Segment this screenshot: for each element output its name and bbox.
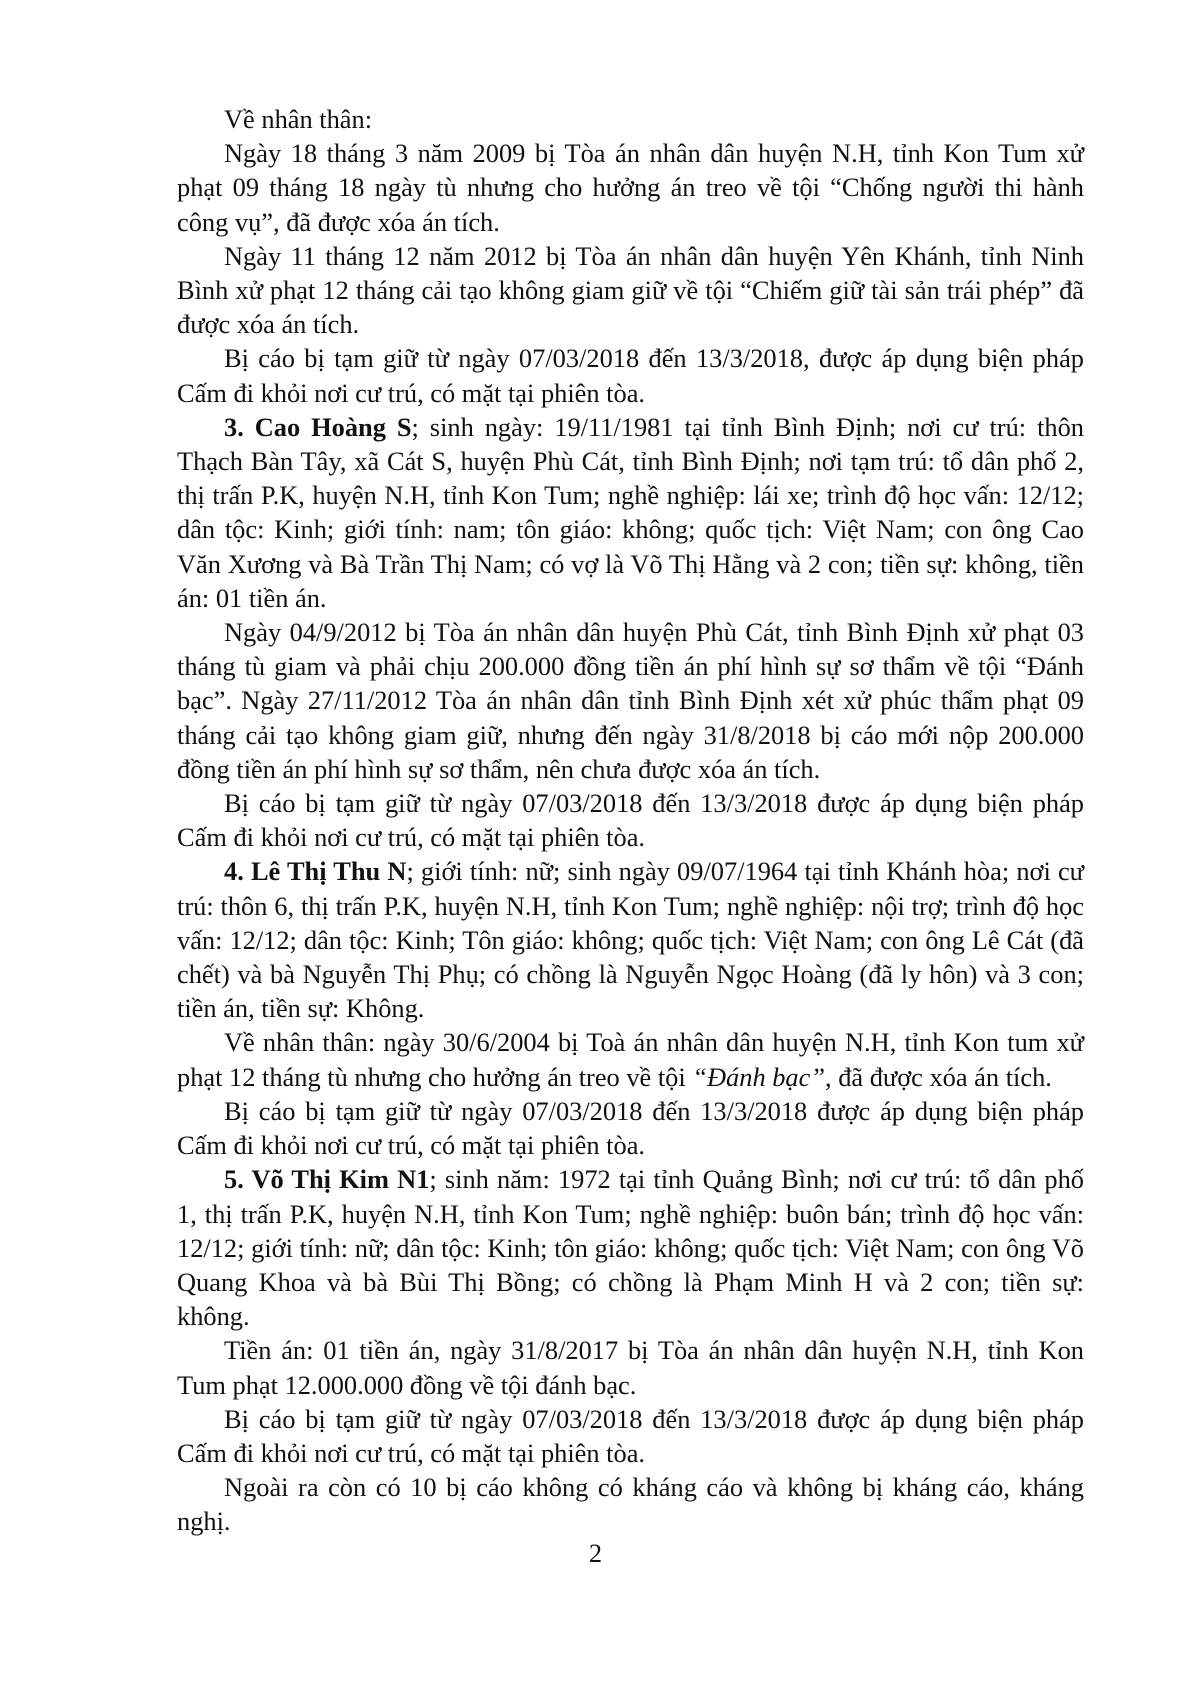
paragraph: Về nhân thân: ngày 30/6/2004 bị Toà án nhân dân huyện N.H, tỉnh Kon tum xử phạt 12 tháng tù nhưng cho hưởng án treo về tội “Đánh bạc”, đã được xóa án tích. — [177, 1027, 1084, 1092]
crime-name-italic: “Đánh bạc” — [692, 1061, 826, 1092]
paragraph: Tiền án: 01 tiền án, ngày 31/8/2017 bị Tòa án nhân dân huyện N.H, tỉnh Kon Tum phạt 12.000.000 đồng về tội đánh bạc. — [177, 1335, 1084, 1400]
paragraph: Bị cáo bị tạm giữ từ ngày 07/03/2018 đến 13/3/2018 được áp dụng biện pháp Cấm đi khỏi nơi cư trú, có mặt tại phiên tòa. — [177, 788, 1084, 853]
defendant-4-name: 4. Lê Thị Thu N — [224, 856, 407, 887]
document-body — [177, 102, 1084, 1539]
paragraph: Ngoài ra còn có 10 bị cáo không có kháng cáo và không bị kháng cáo, kháng nghị. — [177, 1472, 1084, 1537]
paragraph: Bị cáo bị tạm giữ từ ngày 07/03/2018 đến 13/3/2018 được áp dụng biện pháp Cấm đi khỏi nơi cư trú, có mặt tại phiên tòa. — [177, 1095, 1084, 1161]
paragraph: Ngày 18 tháng 3 năm 2009 bị Tòa án nhân dân huyện N.H, tỉnh Kon Tum xử phạt 09 tháng 18 ngày tù nhưng cho hưởng án treo về tội “Chống người thi hành công vụ”, đã được xóa án tích. — [177, 138, 1084, 237]
paragraph: Ngày 11 tháng 12 năm 2012 bị Tòa án nhân dân huyện Yên Khánh, tỉnh Ninh Bình xử phạt 12 tháng cải tạo không giam giữ về tội “Chiếm giữ tài sản trái phép” đã được xóa án tích. — [177, 240, 1084, 340]
defendant-3-name: 3. Cao Hoàng S — [224, 411, 412, 442]
paragraph: Bị cáo bị tạm giữ từ ngày 07/03/2018 đến 13/3/2018, được áp dụng biện pháp Cấm đi khỏi nơi cư trú, có mặt tại phiên tòa. — [177, 343, 1084, 408]
paragraph: Ngày 04/9/2012 bị Tòa án nhân dân huyện Phù Cát, tỉnh Bình Định xử phạt 03 tháng tù giam và phải chịu 200.000 đồng tiền án phí hình sự sơ thẩm về tội “Đánh bạc”. Ngày 27/11/2012 Tòa án nhân dân tỉnh Bình Định xét xử phúc thẩm phạt 09 tháng cải tạo không giam giữ, nhưng đến ngày 31/8/2018 bị cáo mới nộp 200.000 đồng tiền án phí hình sự sơ thẩm, nên chưa được xóa án tích. — [177, 617, 1084, 784]
page-number: 2 — [588, 1538, 603, 1568]
defendant-3-paragraph: 3. Cao Hoàng S; sinh ngày: 19/11/1981 tại tỉnh Bình Định; nơi cư trú: thôn Thạch Bàn Tây, xã Cát S, huyện Phù Cát, tỉnh Bình Định; nơi tạm trú: tổ dân phố 2, thị trấn P.K, huyện N.H, tỉnh Kon Tum; nghề nghiệp: lái xe; trình độ học vấn: 12/12; dân tộc: Kinh; giới tính: nam; tôn giáo: không; quốc tịch: Việt Nam; con ông Cao Văn Xương và Bà Trần Thị Nam; có vợ là Võ Thị Hằng và 2 con; tiền sự: không, tiền án: 01 tiền án. — [177, 411, 1084, 613]
defendant-4-paragraph: 4. Lê Thị Thu N; giới tính: nữ; sinh ngày 09/07/1964 tại tỉnh Khánh hòa; nơi cư trú: thôn 6, thị trấn P.K, huyện N.H, tỉnh Kon Tum; nghề nghiệp: nội trợ; trình độ học vấn: 12/12; dân tộc: Kinh; Tôn giáo: không; quốc tịch: Việt Nam; con ông Lê Cát (đã chết) và bà Nguyễn Thị Phụ; có chồng là Nguyễn Ngọc Hoàng (đã ly hôn) và 3 con; tiền án, tiền sự: Không. — [177, 856, 1084, 1024]
defendant-5-paragraph: 5. Võ Thị Kim N1; sinh năm: 1972 tại tỉnh Quảng Bình; nơi cư trú: tổ dân phố 1, thị trấn P.K, huyện N.H, tỉnh Kon Tum; nghề nghiệp: buôn bán; trình độ học vấn: 12/12; giới tính: nữ; dân tộc: Kinh; tôn giáo: không; quốc tịch: Việt Nam; con ông Võ Quang Khoa và bà Bùi Thị Bồng; có chồng là Phạm Minh H và 2 con; tiền sự: không. — [177, 1164, 1084, 1332]
paragraph: Về nhân thân: — [224, 104, 373, 134]
defendant-5-name: 5. Võ Thị Kim N1 — [224, 1164, 430, 1195]
paragraph: Bị cáo bị tạm giữ từ ngày 07/03/2018 đến 13/3/2018 được áp dụng biện pháp Cấm đi khỏi nơi cư trú, có mặt tại phiên tòa. — [177, 1403, 1084, 1468]
